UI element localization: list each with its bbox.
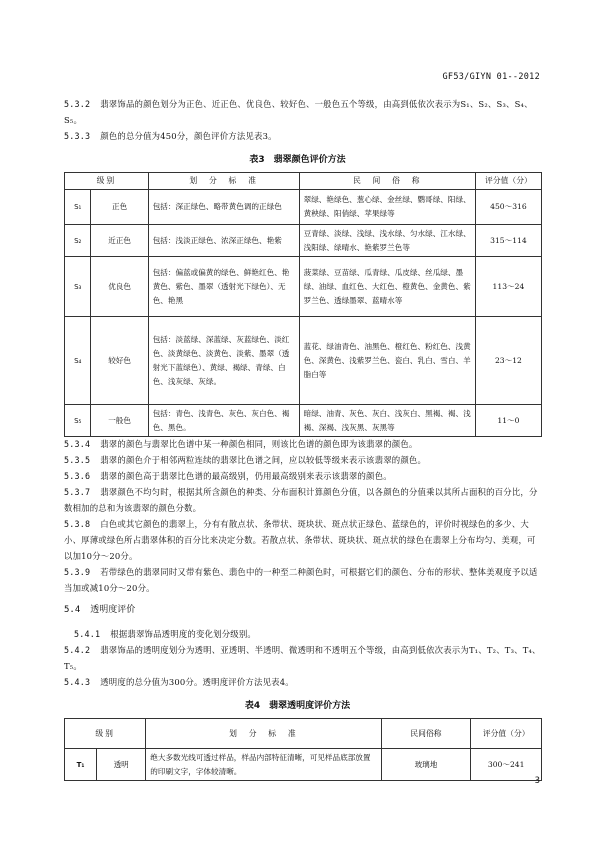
paragraph-5-3-7	[64, 484, 542, 516]
clause-number: 5.3.9	[64, 567, 91, 577]
clause-text: 透明度的总分值为300分。透明度评价方法见表4。	[100, 677, 294, 687]
grade-name: 近正色	[91, 225, 148, 257]
score-cell: 450～316	[475, 190, 541, 225]
folk-name-cell: 翠绿、艳绿色、葱心绿、金丝绿、鹦哥绿、阳绿、黄秧绿、阳俏绿、苹果绿等	[299, 190, 475, 225]
paragraph-5-3-9	[64, 564, 542, 596]
clause-text: 翡翠饰品的透明度划分为透明、亚透明、半透明、微透明和不透明五个等级，由高到低依次表示为T₁、T₂、T₃、T₄、T₅。	[64, 645, 541, 671]
clause-text: 翡翠颜色不均匀时，根据其所含颜色的种类、分布面积计算颜色分值，以各颜色的分值乘以其所占面积的百分比，分数相加的总和为该翡翠的颜色分数。	[64, 487, 538, 513]
paragraph-5-3-3	[64, 128, 542, 144]
grade-name: 一般色	[91, 405, 148, 437]
score-cell: 23～12	[475, 317, 541, 405]
header-folk-name: 民间俗称	[381, 719, 471, 749]
grade-code: T₁	[65, 749, 97, 781]
folk-name-cell: 暗绿、油青、灰色、灰白、浅灰白、黑褐、褐、浅褐、深褐、浅灰黑、灰黑等	[299, 405, 475, 437]
grade-code: S₂	[65, 225, 91, 257]
paragraph-5-4-2	[64, 642, 542, 674]
grade-code: S₁	[65, 190, 91, 225]
section-number: 5.4	[64, 605, 81, 615]
clause-text: 翡翠饰品的颜色划分为正色、近正色、优良色、较好色、一般色五个等级，由高到低依次表示为S₁、S₂、S₃、S₄、S₅。	[64, 99, 533, 125]
criteria-cell: 包括：浅淡正绿色、浓深正绿色、艳紫	[148, 225, 299, 257]
score-cell: 315～114	[475, 225, 541, 257]
table-row	[65, 190, 542, 225]
paragraph-5-3-5	[64, 452, 542, 468]
grade-name: 透明	[97, 749, 146, 781]
clause-text: 翡翠的颜色与翡翠比色谱中某一种颜色相同，则该比色谱的颜色即为该翡翠的颜色。	[100, 439, 418, 449]
clause-text: 若带绿色的翡翠同时又带有紫色、翡色中的一种至二种颜色时，可根据它们的颜色、分布的形状、整体美观度予以适当加或减10分～20分。	[64, 567, 538, 593]
paragraph-5-3-2	[64, 96, 542, 128]
table-header-row	[65, 173, 542, 190]
table-row	[65, 257, 542, 317]
header-grade: 级别	[65, 719, 146, 749]
table-row	[65, 749, 542, 781]
header-criteria: 划 分 标 准	[146, 719, 381, 749]
folk-name-cell: 菠菜绿、豆苗绿、瓜青绿、瓜皮绿、丝瓜绿、墨绿、油绿、血红色、大红色、橙黄色、金黄色、紫罗兰色、透绿墨翠、蓝晴水等	[299, 257, 475, 317]
clause-number: 5.4.3	[64, 677, 91, 687]
page-number: 3	[534, 776, 540, 786]
folk-name-cell: 玻璃地	[381, 749, 471, 781]
table3-caption: 表3 翡翠颜色评价方法	[249, 155, 346, 165]
header-grade: 级别	[65, 173, 149, 190]
grade-name: 较好色	[91, 317, 148, 405]
clause-number: 5.3.7	[64, 487, 91, 497]
clause-text: 翡翠的颜色介于相邻两粒连续的翡翠比色谱之间，应以较低等级来表示该翡翠的颜色。	[100, 455, 427, 465]
score-cell: 113～24	[475, 257, 541, 317]
header-score: 评分值（分）	[471, 719, 542, 749]
grade-code: S₄	[65, 317, 91, 405]
section-heading-5-4	[64, 602, 135, 615]
clause-number: 5.3.6	[64, 471, 91, 481]
paragraph-5-3-8	[64, 516, 542, 564]
folk-name-cell: 蓝花、绿油青色、油黑色、橙红色、粉红色、浅黄色、深黄色、浅紫罗兰色、瓷白、乳白、雪白、羊脂白等	[299, 317, 475, 405]
header-score: 评分值（分）	[475, 173, 541, 190]
clause-number: 5.4.1	[74, 629, 101, 639]
paragraph-5-3-6	[64, 468, 542, 484]
clause-number: 5.3.8	[64, 519, 91, 529]
clause-number: 5.3.4	[64, 439, 91, 449]
document-header: GF53/GIYN 01--2012	[442, 72, 540, 82]
table4-caption: 表4 翡翠透明度评价方法	[244, 701, 351, 711]
table4-transparency-evaluation	[64, 718, 542, 781]
paragraph-5-4-1	[74, 626, 542, 642]
clause-number: 5.4.2	[64, 645, 91, 655]
table-header-row	[65, 719, 542, 749]
clause-text: 翡翠的颜色高于翡翠比色谱的最高级别，仍用最高级别来表示该翡翠的颜色。	[100, 471, 392, 481]
header-criteria: 划 分 标 准	[148, 173, 299, 190]
criteria-cell: 绝大多数光线可透过样品，样品内部特征清晰，可见样品底部放置的印刷文字，字体较清晰。	[146, 749, 381, 781]
table-row	[65, 225, 542, 257]
paragraph-5-3-4	[64, 436, 542, 452]
clause-number: 5.3.5	[64, 455, 91, 465]
table-row	[65, 405, 542, 437]
grade-name: 正色	[91, 190, 148, 225]
criteria-cell: 包括：深正绿色、略带黄色调的正绿色	[148, 190, 299, 225]
score-cell: 11～0	[475, 405, 541, 437]
clause-text: 颜色的总分值为450分，颜色评价方法见表3。	[100, 131, 277, 141]
section-title: 透明度评价	[90, 605, 136, 615]
criteria-cell: 包括：青色、浅青色、灰色、灰白色、褐色、黑色。	[148, 405, 299, 437]
clause-number: 5.3.2	[64, 99, 91, 109]
folk-name-cell: 豆青绿、淡绿、浅绿、浅水绿、匀水绿、江水绿、浅阳绿、绿晴水、艳紫罗兰色等	[299, 225, 475, 257]
grade-name: 优良色	[91, 257, 148, 317]
grade-code: S₅	[65, 405, 91, 437]
header-folk-name: 民 间 俗 称	[299, 173, 475, 190]
clause-text: 白色或其它颜色的翡翠上，分有有散点状、条带状、斑块状、斑点状正绿色、蓝绿色的，评价时视绿色的多少、大小、厚薄或绿色所占翡翠体积的百分比来决定分数。若散点状、条带状、斑块状、斑点状的绿色在翡翠上分布均匀、美观，可以加10分～20分。	[64, 519, 536, 561]
score-cell: 300～241	[471, 749, 542, 781]
table-row	[65, 317, 542, 405]
clause-number: 5.3.3	[64, 131, 91, 141]
paragraph-5-4-3	[64, 674, 542, 690]
criteria-cell: 包括：淡蓝绿、深蓝绿、灰蓝绿色、淡红色、淡黄绿色、淡黄色、淡紫、墨翠（透射光下蓝绿色）、黄绿、褐绿、青绿、白色、浅灰绿、灰绿。	[148, 317, 299, 405]
clause-text: 根据翡翠饰品透明度的变化划分级别。	[110, 629, 256, 639]
criteria-cell: 包括：偏蓝或偏黄的绿色、鲜艳红色、艳黄色、紫色、墨翠（透射光下绿色）、无色、艳黑	[148, 257, 299, 317]
table3-color-evaluation	[64, 172, 542, 437]
grade-code: S₃	[65, 257, 91, 317]
